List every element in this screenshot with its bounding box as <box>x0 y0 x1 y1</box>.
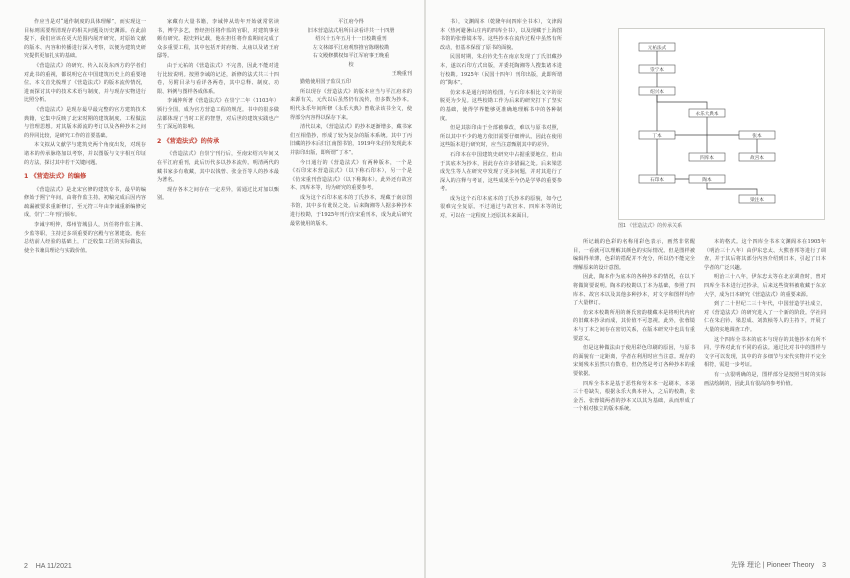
left-column-3 <box>290 18 412 550</box>
colophon-line: 校 <box>348 61 354 68</box>
paragraph: 但是这种做法由于使用彩色印刷的原因，与原书的面貌有一定距离，学者在利用时应当注意。现存的宋刻残本虽然只有数卷，但仍然是考订各种抄本的重要依据。 <box>573 345 695 377</box>
paragraph: 有一点很明确的是，图样部分是按照当时的实际画法绘制的，因此具有很高的参考价值。 <box>704 371 826 387</box>
left-footer <box>24 563 72 570</box>
lineage-node-label: 陶本 <box>702 178 712 183</box>
lineage-diagram <box>618 28 825 220</box>
page-number: 3 <box>822 562 826 569</box>
left-column-2 <box>157 18 279 550</box>
paragraph: 本的格式。这个四库全书本文渊阁本在1905年（明治三十八年）由伊东忠太、大熊喜邦等进行了调查，并于其后将其部分内容介绍到日本，引起了日本学者的广泛兴趣。 <box>704 239 826 271</box>
lineage-node-label: 崇宁本 <box>650 68 664 73</box>
page-gutter <box>424 0 426 578</box>
lineage-node-label: 丁本 <box>652 134 662 139</box>
lineage-node-label: 梁注本 <box>750 198 764 203</box>
colophon-line: 绍兴十五年五月十一日校勘重刊 <box>315 36 387 43</box>
colophon-line: 旧本营造法式用所目录看详共一十四册 <box>307 27 395 34</box>
colophon-line: 右文殿修撰权知平江军府事王晚重 <box>312 53 390 60</box>
journal-title: 先锋 理论 | Pioneer Theory <box>730 562 815 569</box>
paragraph: 因此，陶本作为底本的各种抄本的情况，在以下将做简要说明。陶本的校勘以丁本为基础，参照了四库本、故宫本以及其他多种抄本，对文字和图样均作了大量修订。 <box>573 274 695 307</box>
page-number: 2 <box>24 563 28 570</box>
journal-issue: HA 11/2021 <box>35 563 72 570</box>
left-column-1 <box>24 18 146 550</box>
paragraph: 成为这个石印本底本的丁氏抄本的原貌，如今已很难完全复原。不过通过与故宫本、四库本等的比对，可以在一定程度上还原其本来面目。 <box>440 195 562 220</box>
paragraph: 由于元祐的《营造法式》不完善，因此不能对进行比较说明。按照李诫的记述，新修的法式共三十四卷，另附目录与看详各两卷，其中总释、制度、功限、料例与图样各成体系。 <box>157 62 279 95</box>
lineage-node-label: 绍兴本 <box>650 90 664 95</box>
paragraph: 作应当是对“通作制度的具体理解”，而实现这一目标则需要理清现存的相关问题及历史渊源。在此前提下，我们应该在更大范围内展开研究，对原始文献的版本、内容和传播进行深入考察，以便为建筑史研究提供更加扎实的基础。 <box>24 19 146 60</box>
lineage-node-label: 永乐大典本 <box>695 112 719 117</box>
paragraph: 这个四库全书本的底本与现存的其他抄本有所不同，学界对此有不同的看法。通过比对书中的图样与文字可以发现，其中的许多细节与宋代实物并不完全相符，需进一步考证。 <box>704 336 826 369</box>
colophon-line: 平江府今得 <box>338 19 364 25</box>
right-column-2 <box>573 238 695 550</box>
lineage-node-label: 张本 <box>752 134 762 139</box>
paragraph: 石印本在中国建筑史研究中占据重要地位，但由于其底本为抄本，因此存在许多错漏之处。后来梁思成先生等人在研究中发现了更多问题，并对其进行了深入的注释与考证，这些成果至今仍是学界的重要参考。 <box>440 151 562 193</box>
paragraph: 但是其影印由于全部被摹改，难以与原书对照，所以其中不少的地方依旧需要仔细辨认。因此在使用这些版本进行研究时，应当注意甄别其中的差异。 <box>440 125 562 149</box>
paragraph: 勤勉使用国子监员五印 <box>300 79 351 86</box>
paragraph: 到了二十世纪二三十年代，中国营造学社成立，对《营造法式》的研究进入了一个新的阶段。学社同仁在朱启钤、梁思成、刘敦桢等人的主持下，开展了大量的实地调查工作。 <box>704 301 826 333</box>
lineage-node-label: 元祐法式 <box>647 46 667 51</box>
figure-caption: 图1 《营造法式》的传承关系 <box>618 223 683 229</box>
lineage-node-label: 故宫本 <box>750 156 764 161</box>
paragraph: 书），文渊阁本（乾隆年间四库全书本），文津阁本（热河避暑山庄内的四库全书），以及现藏于上海图书馆的张蓉镜本等。这些抄本在流传过程中虽然有所改动，但基本保留了原书的面貌。 <box>440 19 562 51</box>
paragraph: 四库全书本是基于恶性和劳本本一起刷本，本第三十卷缺失，根据永乐大典本补入，之后的校勘，张金吾、张蓉镜两者的抄本又以其为基础，从而形成了一个相对独立的版本系统。 <box>573 380 695 413</box>
section-heading: 2 《营造法式》的传承 <box>157 137 220 145</box>
paragraph: 本文拟从文献学与建筑史两个角度出发，对现存诸本的传承脉络加以考察，并以图版与文字相互印证的方法，探讨其中若干关键问题。 <box>24 142 146 166</box>
right-column-3 <box>704 238 826 550</box>
paragraph: 所以现存《营造法式》的版本应当与平江府本的来源有关，元代以后虽然仍有流传，但多数为抄本。明代永乐年间所修《永乐大典》曾收录该书全文，使得部分内容得以保存下来。 <box>290 88 412 121</box>
paragraph: 李诫字明仲，郑州管城县人，历任将作监主簿、少监等职，主持过多项重要的宫殿与官署建设。他在总结前人经验的基础上，广泛收集工匠的实际做法，使全书兼具理论与实践价值。 <box>24 222 146 254</box>
paragraph: 仿宋本校勘所用的蒋氏密韵楼藏本是将明代内府的旧藏本抄录而成，其价值不可忽视。此外，张蓉镜本与丁本之间存在密切关系，在版本研究中也具有重要意义。 <box>573 309 695 342</box>
right-footer <box>731 560 826 570</box>
paragraph: 所记载的色彩的名称用彩色表示，画然非常醒目，一看就可以理解其颜色的实际情况。但是图样被编辑得单薄，色彩的搭配并不充分，所以仍不能完全理解原来的设计意图。 <box>573 239 695 271</box>
section-heading: 1 《营造法式》的编修 <box>24 173 87 181</box>
paragraph: 《营造法式》的研究、传入以及东西方的学者们对此书的重视，都说明它在中国建筑历史上的重要地位。本文首先梳理了《营造法式》的版本流传情况，进而探讨其中的技术术语与制度，并与现存实物进行比照分析。 <box>24 62 146 104</box>
right-column-1 <box>440 18 562 550</box>
lineage-node-label: 石印本 <box>650 178 664 183</box>
colophon-line: 左文林郎平江府观察推官陈纲校勘 <box>312 44 390 51</box>
paragraph: 今日通行的《营造法式》有两种版本，一个是《石印宋本营造法式》（以下称石印本），另一个是《仿宋重刊营造法式》（以下称陶本）。此外还有故宫本、四库本等，均为研究的重要参考。 <box>290 159 412 192</box>
colophon-block <box>290 18 412 78</box>
paragraph: 家藏有大量书籍，李诫仲从幼年开始就常常读书，博学多艺，曾经担任将作监的官职，对建筑事业颇有研究。据史料记载，他在担任将作监期间完成了众多重要工程，其中包括开封府衙、太庙以及诸王府邸等。 <box>157 19 279 60</box>
lineage-connector <box>707 183 757 195</box>
paragraph: 现存各本之间存在一定差异，需通过比对加以甄别。 <box>157 186 279 202</box>
paragraph: 《营造法式》自崇宁刊行后，至南宋绍兴年间又在平江府重刊，此后历代多以抄本流传。明清两代的藏书家多有收藏，其中以钱曾、张金吾等人的抄本最为著名。 <box>157 151 279 184</box>
paragraph: 《营造法式》是北宋官修的建筑专书，最早的编修始于熙宁年间，由将作监主持。初稿完成后因内容疏漏被要求重新修订，至元符三年由李诫重新编修完成，崇宁二年刊行颁布。 <box>24 186 146 219</box>
paragraph: 清代以来，《营造法式》的抄本逐渐增多，藏书家们互相借抄，形成了较为复杂的版本系统。其中丁丙旧藏的抄本后归江南图书馆，1919年朱启钤发现此本并影印出版，即所谓“丁本”。 <box>290 124 412 156</box>
lineage-connector <box>657 95 707 109</box>
paragraph: 民国时期，朱启钤先生在南京发现了丁氏旧藏抄本，遂以石印方式出版，并委托陶湘等人搜集诸本进行校勘。1925年（民国十四年）刊印出版，此即所谓的“陶本”。 <box>440 54 562 87</box>
paragraph: 明治三十八年，伊东忠太等在北京调查时，曾对四库全书本进行过抄录，后来这些资料被收藏于东京大学，成为日本研究《营造法式》的重要来源。 <box>704 274 826 298</box>
lineage-node-label: 四库本 <box>700 156 714 161</box>
colophon-signature: 王晚重刊 <box>391 70 412 77</box>
paragraph: 《营造法式》是现存最早最完整的官方建筑技术典籍，它集中反映了北宋时期的建筑制度、工程做法与管理思想。对其版本源流的考订以及各种抄本之间的异同比较，是研究工作的首要基础。 <box>24 106 146 139</box>
paragraph: 仿宋本是通行时的绘图，与石印本相比文字的误脱更为少见。这些校勘工作为后来的研究打下了坚实的基础，使得学界能够更准确地理解书中的各种制度。 <box>440 89 562 122</box>
paragraph: 李诫仲所著《营造法式》在崇宁二年（1103年）颁行全国，成为官方营造工程的规范。书中的很多做法都体现了当时工匠的智慧，对后世的建筑实践也产生了深远的影响。 <box>157 98 279 131</box>
paragraph: 成为这个石印本底本的丁氏抄本，现藏于南京图书馆，其中多有讹误之处。后来陶湘等人据多种抄本进行校勘，于1925年刊行仿宋重刊本，成为此后研究最常使用的版本。 <box>290 194 412 227</box>
